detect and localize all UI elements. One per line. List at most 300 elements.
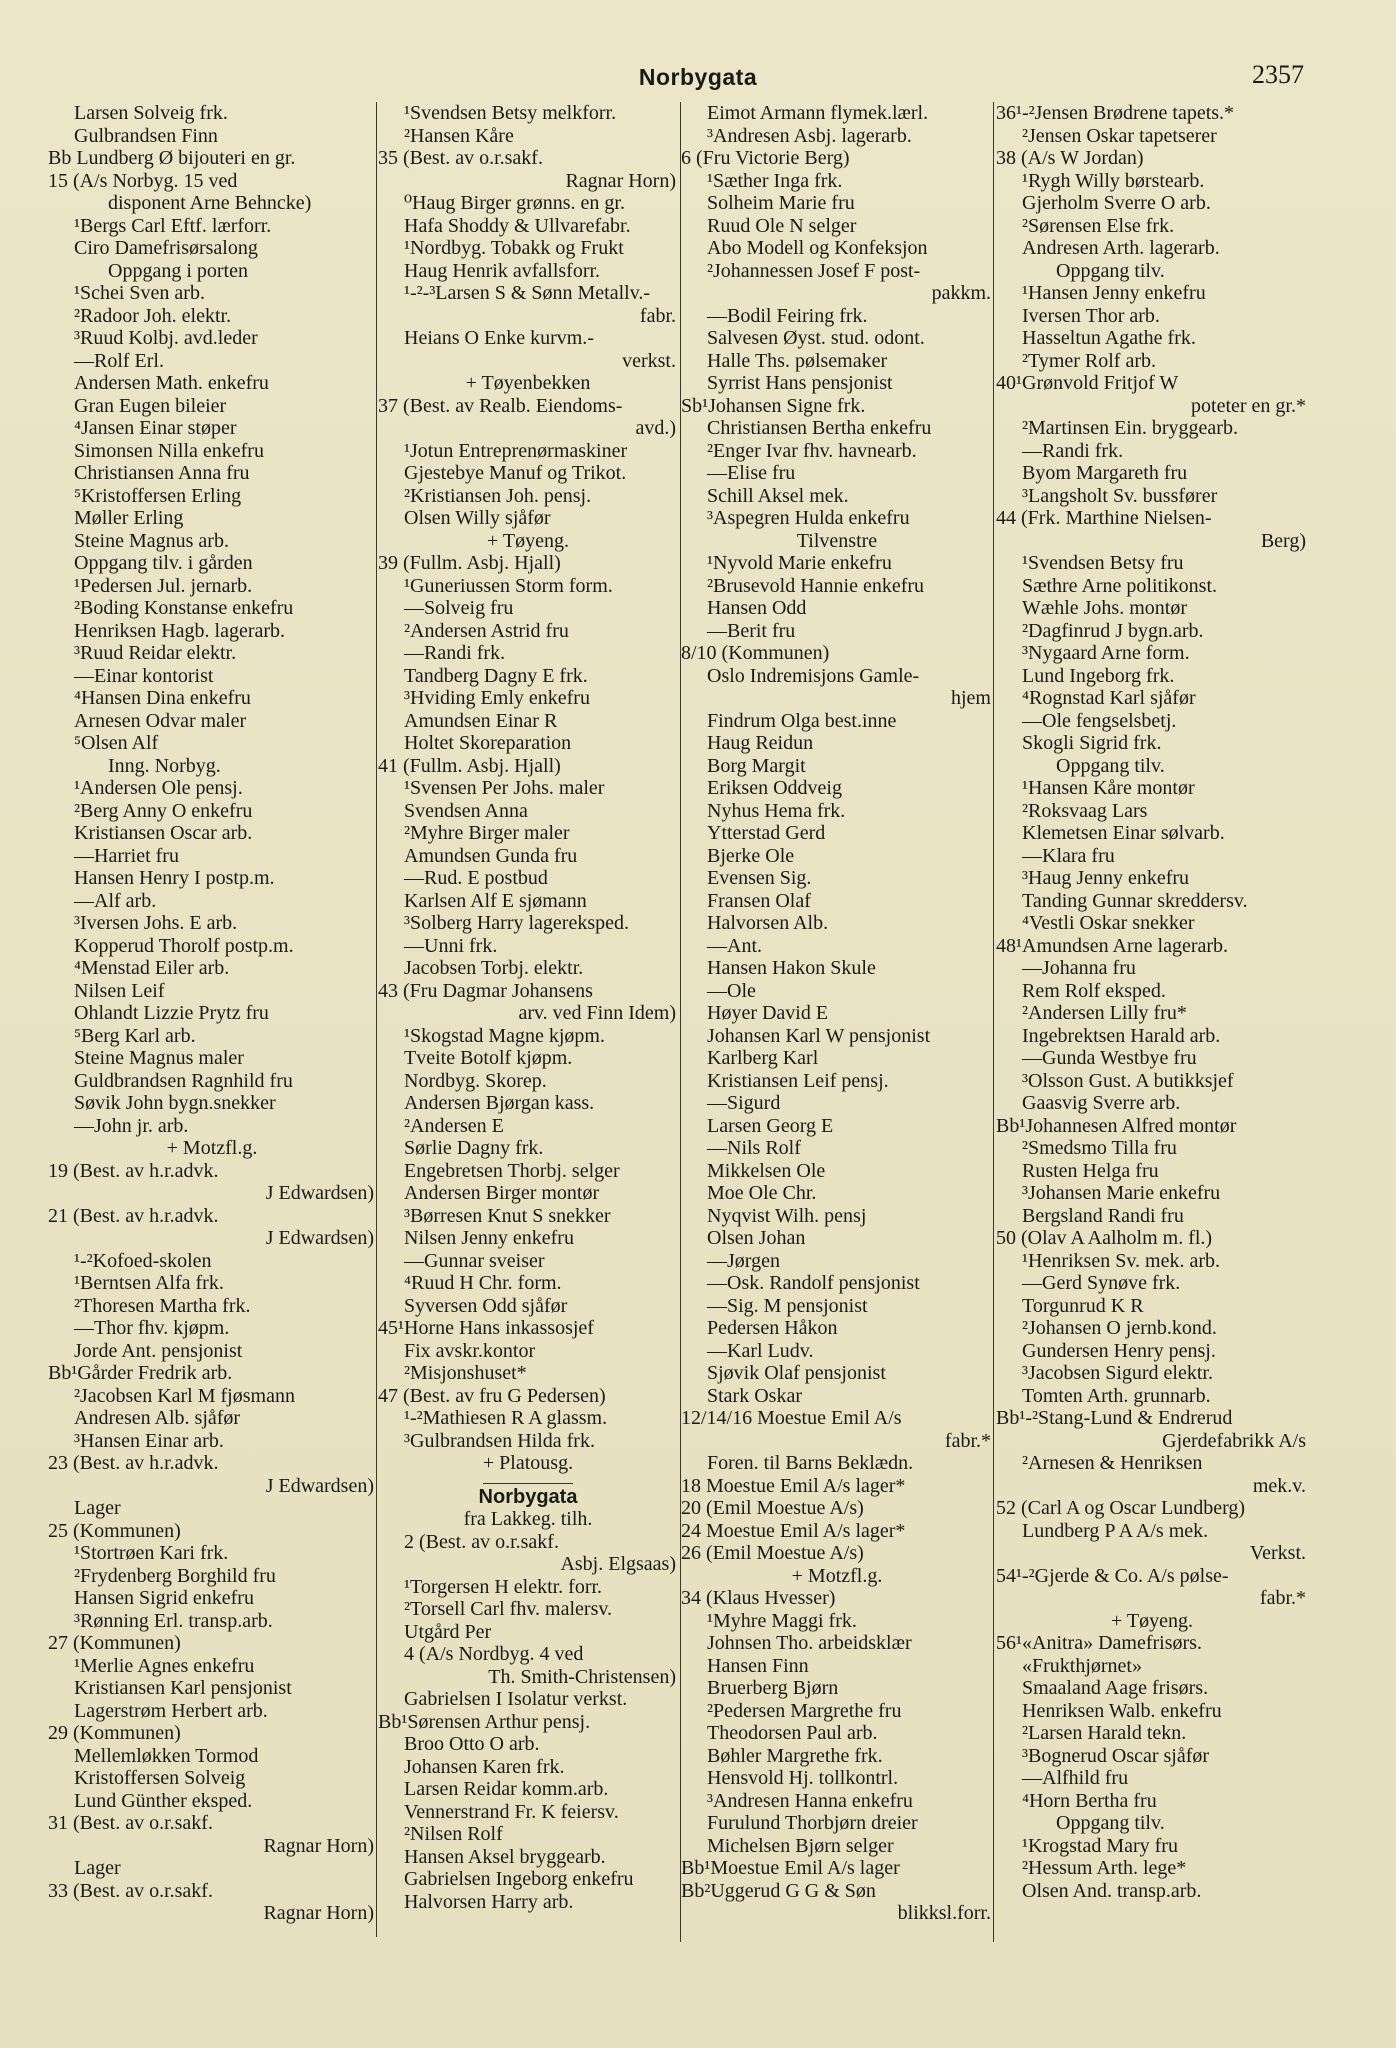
directory-entry: ⁵Kristoffersen Erling: [74, 484, 242, 507]
directory-entry: Bb¹Gårder Fredrik arb.: [48, 1362, 233, 1384]
directory-entry: Tanding Gunnar skreddersv.: [1022, 889, 1248, 912]
directory-entry: ³Langsholt Sv. bussfører: [1022, 484, 1218, 507]
directory-entry: Syversen Odd sjåfør: [404, 1294, 568, 1317]
directory-entry: 21 (Best. av h.r.advk.: [48, 1204, 219, 1227]
directory-entry: Ragnar Horn): [565, 169, 676, 192]
directory-entry: Stark Oskar: [707, 1384, 802, 1407]
directory-entry: ³Jacobsen Sigurd elektr.: [1022, 1362, 1213, 1384]
directory-columns: [48, 102, 1308, 1942]
directory-entry: Tomten Arth. grunnarb.: [1022, 1384, 1211, 1407]
directory-entry: Furulund Thorbjørn dreier: [707, 1812, 918, 1834]
directory-entry: Rusten Helga fru: [1022, 1159, 1159, 1182]
directory-entry: Sb¹Johansen Signe frk.: [681, 394, 866, 417]
directory-entry: 39 (Fullm. Asbj. Hjall): [378, 552, 561, 574]
directory-entry: «Frukthjørnet»: [1022, 1654, 1142, 1677]
directory-entry: ³Andresen Hanna enkefru: [707, 1789, 913, 1812]
directory-entry: ¹Krogstad Mary fru: [1022, 1834, 1178, 1857]
directory-entry: ²Tymer Rolf arb.: [1022, 349, 1157, 372]
directory-entry: ²Larsen Harald tekn.: [1022, 1722, 1187, 1744]
directory-entry: 54¹-²Gjerde & Co. A/s pølse-: [996, 1564, 1229, 1587]
directory-entry: Verkst.: [1249, 1542, 1306, 1564]
directory-entry: Eriksen Oddveig: [707, 777, 842, 799]
directory-entry: —Sigurd: [707, 1092, 781, 1114]
directory-entry: —Solveig fru: [404, 597, 514, 619]
directory-entry: Bb²Uggerud G G & Søn: [681, 1879, 876, 1902]
directory-entry: Lager: [74, 1857, 121, 1879]
directory-entry: Ciro Damefrisørsalong: [74, 237, 258, 259]
directory-entry: Smaaland Aage frisørs.: [1022, 1677, 1209, 1699]
directory-entry: ²Martinsen Ein. bryggearb.: [1022, 417, 1238, 439]
directory-entry: Arnesen Odvar maler: [74, 709, 247, 732]
directory-entry: 41 (Fullm. Asbj. Hjall): [378, 754, 561, 777]
directory-entry: ⁵Berg Karl arb.: [74, 1024, 196, 1047]
directory-entry: ²Thoresen Martha frk.: [74, 1294, 251, 1317]
directory-entry: ¹Skogstad Magne kjøpm.: [404, 1024, 605, 1047]
directory-entry: —Ole fengselsbetj.: [1022, 709, 1177, 732]
street-title: Norbygata: [638, 64, 758, 90]
directory-entry: Michelsen Bjørn selger: [707, 1834, 894, 1857]
directory-entry: Bøhler Margrethe frk.: [707, 1744, 883, 1767]
directory-entry: ²Radoor Joh. elektr.: [74, 304, 232, 327]
directory-entry: ¹Pedersen Jul. jernarb.: [74, 574, 253, 597]
directory-entry: Steine Magnus maler: [74, 1047, 244, 1069]
directory-entry: Gabrielsen Ingeborg enkefru: [404, 1868, 634, 1890]
directory-entry: Klemetsen Einar sølvarb.: [1022, 822, 1225, 844]
directory-entry: —Rolf Erl.: [74, 349, 164, 372]
directory-entry: Heians O Enke kurvm.-: [404, 327, 594, 349]
directory-entry: ¹Torgersen H elektr. forr.: [404, 1575, 603, 1598]
directory-entry: ⁴Ruud H Chr. form.: [404, 1272, 562, 1294]
directory-entry: Hansen Finn: [707, 1654, 809, 1677]
directory-entry: ²Roksvaag Lars: [1022, 799, 1148, 822]
directory-entry: Christiansen Bertha enkefru: [707, 417, 932, 439]
directory-entry: Gjerdefabrikk A/s: [1162, 1429, 1306, 1452]
directory-entry: Kristiansen Karl pensjonist: [74, 1677, 292, 1699]
directory-entry: Evensen Sig.: [707, 867, 812, 889]
directory-entry: 19 (Best. av h.r.advk.: [48, 1159, 219, 1182]
directory-entry: Oppgang tilv.: [1056, 754, 1165, 777]
directory-entry: Kopperud Thorolf postp.m.: [74, 934, 294, 957]
directory-entry: —Randi frk.: [1022, 439, 1124, 462]
directory-entry: Olsen Johan: [707, 1227, 806, 1249]
directory-entry: Johansen Karl W pensjonist: [707, 1024, 931, 1047]
directory-entry: 43 (Fru Dagmar Johansens: [378, 979, 593, 1002]
directory-entry: 37 (Best. av Realb. Eiendoms-: [378, 394, 623, 417]
directory-entry: Solheim Marie fru: [707, 192, 855, 214]
directory-entry: ³Bognerud Oscar sjåfør: [1022, 1744, 1210, 1767]
directory-entry: Tveite Botolf kjøpm.: [404, 1047, 573, 1069]
directory-entry: Hensvold Hj. tollkontrl.: [707, 1767, 899, 1789]
directory-entry: ¹Svendsen Betsy fru: [1022, 552, 1184, 574]
directory-entry: ²Andersen Lilly fru*: [1022, 1002, 1187, 1024]
directory-entry: ¹Rygh Willy børstearb.: [1022, 169, 1205, 192]
directory-entry: ¹Andersen Ole pensj.: [74, 777, 243, 799]
directory-entry: ³Børresen Knut S snekker: [404, 1204, 611, 1227]
directory-entry: Hasseltun Agathe frk.: [1022, 327, 1196, 349]
directory-entry: fabr.*: [1259, 1587, 1306, 1609]
directory-entry: Oppgang tilv. i gården: [74, 552, 253, 574]
directory-entry: Høyer David E: [707, 1002, 829, 1024]
directory-entry: ⁴Hansen Dina enkefru: [74, 687, 251, 709]
directory-entry: ⁴Vestli Oskar snekker: [1022, 912, 1195, 934]
directory-entry: Theodorsen Paul arb.: [707, 1722, 878, 1744]
directory-entry: —Elise fru: [707, 462, 796, 484]
directory-entry: ⁴Menstad Eiler arb.: [74, 957, 230, 979]
directory-entry: verkst.: [622, 349, 676, 372]
directory-entry: 27 (Kommunen): [48, 1632, 181, 1654]
directory-entry: fra Lakkeg. tilh.: [463, 1508, 593, 1530]
directory-entry: Utgård Per: [404, 1620, 492, 1643]
directory-entry: Halle Ths. pølsemaker: [707, 349, 888, 372]
directory-entry: ³Aspegren Hulda enkefru: [707, 507, 910, 529]
directory-entry: 8/10 (Kommunen): [681, 642, 830, 664]
directory-entry: —Gunda Westbye fru: [1022, 1047, 1197, 1069]
directory-entry: ²Dagfinrud J bygn.arb.: [1022, 619, 1204, 642]
directory-entry: Lundberg P A A/s mek.: [1022, 1519, 1209, 1542]
directory-entry: Nyhus Hema frk.: [707, 799, 846, 822]
directory-entry: ²Nilsen Rolf: [404, 1823, 503, 1845]
directory-entry: Bjerke Ole: [707, 844, 795, 867]
page-number: 2357: [1252, 60, 1304, 89]
directory-entry: Broo Otto O arb.: [404, 1733, 540, 1755]
directory-entry: Karlsen Alf E sjømann: [404, 889, 587, 912]
directory-entry: 20 (Emil Moestue A/s): [681, 1497, 864, 1519]
directory-entry: 34 (Klaus Hvesser): [681, 1587, 836, 1609]
directory-entry: ²Andersen E: [404, 1114, 504, 1137]
directory-entry: Gaasvig Sverre arb.: [1022, 1092, 1181, 1114]
directory-entry: ¹Bergs Carl Eftf. lærforr.: [74, 214, 272, 237]
page-header: [0, 60, 1396, 104]
directory-entry: —Rud. E postbud: [404, 867, 548, 889]
directory-entry: Mellemløkken Tormod: [74, 1744, 259, 1767]
directory-entry: —Einar kontorist: [74, 664, 214, 687]
directory-entry: ²Andersen Astrid fru: [404, 619, 569, 642]
directory-entry: ³Hansen Einar arb.: [74, 1429, 224, 1452]
directory-entry: ¹Sæther Inga frk.: [707, 169, 843, 192]
directory-entry: ²Johannessen Josef F post-: [707, 259, 921, 282]
directory-entry: J Edwardsen): [265, 1182, 374, 1204]
directory-entry: ³Olsson Gust. A butikksjef: [1022, 1069, 1234, 1092]
directory-entry: ³Hviding Emly enkefru: [404, 687, 590, 709]
directory-entry: ¹Nyvold Marie enkefru: [707, 552, 892, 574]
directory-entry: Kristiansen Oscar arb.: [74, 822, 253, 844]
directory-entry: Rem Rolf eksped.: [1022, 979, 1166, 1002]
directory-entry: 15 (A/s Norbyg. 15 ved: [48, 169, 238, 192]
directory-entry: 31 (Best. av o.r.sakf.: [48, 1812, 213, 1834]
directory-entry: ²Misjonshuset*: [404, 1362, 527, 1384]
directory-entry: ²Berg Anny O enkefru: [74, 799, 253, 822]
directory-entry: Amundsen Gunda fru: [404, 844, 578, 867]
directory-entry: Hafa Shoddy & Ullvarefabr.: [404, 214, 631, 237]
directory-entry: ³Johansen Marie enkefru: [1022, 1182, 1221, 1204]
directory-entry: Gjestebye Manuf og Trikot.: [404, 462, 627, 484]
directory-entry: Inng. Norbyg.: [108, 754, 221, 777]
directory-entry: hjem: [951, 687, 991, 709]
directory-entry: Ragnar Horn): [263, 1902, 374, 1924]
directory-entry: Sæthre Arne politikonst.: [1022, 574, 1217, 597]
directory-entry: ¹Henriksen Sv. mek. arb.: [1022, 1249, 1220, 1272]
directory-entry: —Randi frk.: [404, 642, 506, 664]
directory-entry: Oppgang i porten: [108, 259, 248, 282]
directory-entry: Iversen Thor arb.: [1022, 304, 1160, 327]
directory-entry: fabr.*: [944, 1429, 991, 1452]
directory-entry: ²Kristiansen Joh. pensj.: [404, 484, 592, 507]
directory-entry: —Jørgen: [707, 1249, 780, 1272]
directory-entry: —Klara fru: [1022, 844, 1115, 867]
directory-entry: Hansen Sigrid enkefru: [74, 1587, 254, 1609]
directory-entry: ³Rønning Erl. transp.arb.: [74, 1609, 273, 1632]
directory-entry: Lund Ingeborg frk.: [1022, 664, 1175, 687]
directory-entry: Tilvenstre: [796, 529, 878, 552]
directory-entry: Henriksen Walb. enkefru: [1022, 1699, 1222, 1722]
directory-entry: Vennerstrand Fr. K feiersv.: [404, 1800, 619, 1823]
directory-entry: Halvorsen Harry arb.: [404, 1890, 574, 1913]
directory-entry: Abo Modell og Konfeksjon: [707, 237, 928, 259]
directory-entry: Sørlie Dagny frk.: [404, 1137, 544, 1159]
directory-entry: Sjøvik Olaf pensjonist: [707, 1362, 886, 1384]
directory-entry: Møller Erling: [74, 507, 184, 529]
directory-entry: 29 (Kommunen): [48, 1722, 181, 1744]
directory-entry: Larsen Reidar komm.arb.: [404, 1778, 609, 1800]
directory-entry: ²Jensen Oskar tapetserer: [1022, 124, 1217, 147]
directory-entry: Borg Margit: [707, 754, 806, 777]
directory-entry: Syrrist Hans pensjonist: [707, 372, 893, 394]
directory-entry: ²Arnesen & Henriksen: [1022, 1452, 1203, 1474]
directory-entry: Oslo Indremisjons Gamle-: [707, 664, 920, 687]
directory-entry: Berg): [1260, 529, 1306, 552]
directory-entry: Karlberg Karl: [707, 1047, 819, 1069]
directory-entry: avd.): [635, 417, 676, 439]
directory-entry: 45¹Horne Hans inkassosjef: [378, 1317, 594, 1339]
directory-entry: Bb¹Sørensen Arthur pensj.: [378, 1710, 591, 1733]
directory-entry: Oppgang tilv.: [1056, 259, 1165, 282]
directory-entry: ³Ruud Kolbj. avd.leder: [74, 327, 258, 349]
directory-entry: Jorde Ant. pensjonist: [74, 1339, 243, 1362]
directory-entry: Byom Margareth fru: [1022, 462, 1188, 484]
directory-entry: Simonsen Nilla enkefru: [74, 439, 264, 462]
directory-entry: ¹Hansen Jenny enkefru: [1022, 282, 1206, 304]
directory-entry: 33 (Best. av o.r.sakf.: [48, 1879, 213, 1902]
directory-entry: mek.v.: [1252, 1474, 1306, 1497]
directory-entry: Holtet Skoreparation: [404, 732, 572, 754]
directory-entry: Tandberg Dagny E frk.: [404, 664, 588, 687]
directory-entry: Larsen Georg E: [707, 1114, 834, 1137]
directory-entry: 36¹-²Jensen Brødrene tapets.*: [996, 102, 1235, 124]
directory-entry: ²Hessum Arth. lege*: [1022, 1857, 1187, 1879]
directory-entry: ²Smedsmo Tilla fru: [1022, 1137, 1177, 1159]
directory-entry: —Osk. Randolf pensjonist: [707, 1272, 920, 1294]
directory-entry: 25 (Kommunen): [48, 1519, 181, 1542]
directory-entry: Th. Smith-Christensen): [488, 1665, 676, 1688]
directory-entry: ¹-²Kofoed-skolen: [74, 1249, 212, 1272]
directory-entry: Pedersen Håkon: [707, 1317, 838, 1339]
directory-entry: Johnsen Tho. arbeidsklær: [707, 1632, 912, 1654]
directory-entry: 52 (Carl A og Oscar Lundberg): [996, 1497, 1246, 1519]
column-1: [48, 102, 376, 1942]
directory-entry: 44 (Frk. Marthine Nielsen-: [996, 507, 1212, 529]
directory-entry: ²Boding Konstanse enkefru: [74, 597, 294, 619]
directory-entry: —Harriet fru: [74, 844, 179, 867]
directory-entry: Bruerberg Bjørn: [707, 1677, 839, 1699]
directory-entry: Olsen Willy sjåfør: [404, 507, 551, 529]
directory-entry: ³Iversen Johs. E arb.: [74, 912, 238, 934]
directory-entry: ³Andresen Asbj. lagerarb.: [707, 124, 912, 147]
directory-entry: 18 Moestue Emil A/s lager*: [681, 1474, 906, 1497]
directory-entry: Eimot Armann flymek.lærl.: [707, 102, 929, 124]
directory-entry: Steine Magnus arb.: [74, 529, 229, 552]
directory-entry: Andresen Alb. sjåfør: [74, 1407, 241, 1429]
directory-entry: —Gerd Synøve frk.: [1022, 1272, 1181, 1294]
section-divider: [483, 1483, 573, 1484]
directory-entry: 4 (A/s Nordbyg. 4 ved: [404, 1643, 584, 1665]
directory-entry: 26 (Emil Moestue A/s): [681, 1542, 864, 1564]
directory-entry: Jacobsen Torbj. elektr.: [404, 957, 584, 979]
directory-entry: ¹-²-³Larsen S & Sønn Metallv.-: [404, 282, 651, 304]
directory-entry: J Edwardsen): [265, 1474, 374, 1497]
directory-entry: ¹Berntsen Alfa frk.: [74, 1272, 224, 1294]
directory-entry: ¹Nordbyg. Tobakk og Frukt: [404, 237, 624, 259]
directory-entry: —Gunnar sveiser: [404, 1249, 545, 1272]
directory-entry: Fix avskr.kontor: [404, 1339, 536, 1362]
directory-entry: Christiansen Anna fru: [74, 462, 250, 484]
directory-entry: Lund Günther eksped.: [74, 1789, 253, 1812]
directory-entry: Ytterstad Gerd: [707, 822, 826, 844]
directory-entry: Haug Reidun: [707, 732, 814, 754]
directory-entry: Guldbrandsen Ragnhild fru: [74, 1069, 293, 1092]
directory-entry: poteter en gr.*: [1191, 394, 1306, 417]
directory-entry: 50 (Olav A Aalholm m. fl.): [996, 1227, 1213, 1249]
directory-entry: ¹Svensen Per Johs. maler: [404, 777, 605, 799]
directory-entry: ¹Myhre Maggi frk.: [707, 1609, 857, 1632]
directory-entry: Henriksen Hagb. lagerarb.: [74, 619, 286, 642]
directory-entry: 38 (A/s W Jordan): [996, 147, 1144, 169]
directory-entry: Bb¹Johannesen Alfred montør: [996, 1114, 1237, 1137]
directory-entry: —Ant.: [707, 934, 762, 957]
directory-entry: Salvesen Øyst. stud. odont.: [707, 327, 925, 349]
directory-entry: Ohlandt Lizzie Prytz fru: [74, 1002, 269, 1024]
directory-entry: ²Torsell Carl fhv. malersv.: [404, 1598, 613, 1620]
directory-entry: Lagerstrøm Herbert arb.: [74, 1699, 268, 1722]
directory-entry: 6 (Fru Victorie Berg): [681, 147, 850, 169]
directory-entry: Kristoffersen Solveig: [74, 1767, 246, 1789]
directory-entry: 40¹Grønvold Fritjof W: [996, 372, 1179, 394]
directory-entry: Moe Ole Chr.: [707, 1182, 817, 1204]
directory-entry: —Bodil Feiring frk.: [707, 304, 868, 327]
directory-entry: Nilsen Jenny enkefru: [404, 1227, 574, 1249]
directory-entry: Findrum Olga best.inne: [707, 709, 897, 732]
directory-entry: pakkm.: [931, 282, 991, 304]
directory-entry: ²Johansen O jernb.kond.: [1022, 1317, 1217, 1339]
directory-entry: —Karl Ludv.: [707, 1339, 814, 1362]
directory-entry: fabr.: [639, 304, 676, 327]
directory-entry: Halvorsen Alb.: [707, 912, 829, 934]
directory-entry: Mikkelsen Ole: [707, 1159, 826, 1182]
directory-entry: Lager: [74, 1497, 121, 1519]
directory-entry: 35 (Best. av o.r.sakf.: [378, 147, 543, 169]
directory-entry: —Unni frk.: [404, 934, 498, 957]
directory-entry: ³Nygaard Arne form.: [1022, 642, 1190, 664]
directory-entry: ¹Merlie Agnes enkefru: [74, 1654, 255, 1677]
directory-entry: 56¹«Anitra» Damefrisørs.: [996, 1632, 1202, 1654]
directory-entry: Larsen Solveig frk.: [74, 102, 228, 124]
section-heading: Norbygata: [478, 1485, 578, 1508]
directory-entry: Johansen Karen frk.: [404, 1755, 565, 1778]
directory-entry: Hansen Aksel bryggearb.: [404, 1845, 606, 1868]
directory-entry: Gulbrandsen Finn: [74, 124, 218, 147]
directory-entry: Svendsen Anna: [404, 799, 528, 822]
directory-entry: Nordbyg. Skorep.: [404, 1069, 547, 1092]
directory-entry: Nilsen Leif: [74, 979, 165, 1002]
directory-entry: ²Jacobsen Karl M fjøsmann: [74, 1384, 295, 1407]
directory-entry: + Motzfl.g.: [791, 1564, 883, 1587]
directory-entry: ²Frydenberg Borghild fru: [74, 1564, 276, 1587]
directory-entry: Hansen Hakon Skule: [707, 957, 876, 979]
directory-entry: ³Haug Jenny enkefru: [1022, 867, 1190, 889]
directory-entry: ⁴Rognstad Karl sjåfør: [1022, 687, 1196, 709]
directory-entry: + Tøyenbekken: [465, 372, 591, 394]
directory-entry: Wæhle Johs. montør: [1022, 597, 1187, 619]
directory-entry: Andersen Birger montør: [404, 1182, 600, 1204]
directory-entry: Andersen Math. enkefru: [74, 372, 269, 394]
directory-entry: —Sig. M pensjonist: [707, 1294, 868, 1317]
directory-entry: Nyqvist Wilh. pensj: [707, 1204, 867, 1227]
directory-entry: ²Sørensen Else frk.: [1022, 214, 1175, 237]
directory-entry: —Nils Rolf: [707, 1137, 801, 1159]
directory-entry: Andresen Arth. lagerarb.: [1022, 237, 1220, 259]
directory-entry: ³Ruud Reidar elektr.: [74, 642, 237, 664]
directory-entry: ³Solberg Harry lagereksped.: [404, 912, 629, 934]
directory-entry: Gran Eugen bileier: [74, 394, 227, 417]
directory-entry: Gabrielsen I Isolatur verkst.: [404, 1688, 628, 1710]
directory-entry: Torgunrud K R: [1022, 1294, 1144, 1317]
directory-entry: ²Brusevold Hannie enkefru: [707, 574, 925, 597]
directory-entry: ⁴Horn Bertha fru: [1022, 1789, 1157, 1812]
directory-entry: Asbj. Elgsaas): [560, 1553, 676, 1575]
directory-entry: + Platousg.: [482, 1452, 574, 1474]
directory-entry: ²Myhre Birger maler: [404, 822, 570, 844]
directory-entry: 23 (Best. av h.r.advk.: [48, 1452, 219, 1474]
directory-entry: Olsen And. transp.arb.: [1022, 1879, 1202, 1902]
directory-entry: 12/14/16 Moestue Emil A/s: [681, 1407, 902, 1429]
directory-entry: Schill Aksel mek.: [707, 484, 849, 507]
directory-entry: Hansen Odd: [707, 597, 807, 619]
directory-entry: ¹Stortrøen Kari frk.: [74, 1542, 229, 1564]
directory-entry: —Ole: [707, 979, 756, 1002]
directory-entry: 24 Moestue Emil A/s lager*: [681, 1519, 906, 1542]
directory-entry: —John jr. arb.: [74, 1114, 189, 1137]
directory-entry: Ingebrektsen Harald arb.: [1022, 1024, 1221, 1047]
directory-entry: —Alfhild fru: [1022, 1767, 1129, 1789]
directory-entry: Engebretsen Thorbj. selger: [404, 1159, 620, 1182]
directory-entry: 48¹Amundsen Arne lagerarb.: [996, 934, 1229, 957]
directory-entry: ¹Guneriussen Storm form.: [404, 574, 613, 597]
directory-entry: Hansen Henry I postp.m.: [74, 867, 275, 889]
directory-entry: blikksl.forr.: [897, 1902, 991, 1924]
column-3: [681, 102, 993, 1942]
directory-entry: ⁵Olsen Alf: [74, 732, 159, 754]
directory-entry: Ruud Ole N selger: [707, 214, 857, 237]
directory-entry: Gundersen Henry pensj.: [1022, 1339, 1216, 1362]
directory-entry: arv. ved Finn Idem): [518, 1002, 676, 1024]
directory-entry: ³Gulbrandsen Hilda frk.: [404, 1429, 595, 1452]
directory-entry: Bb¹Moestue Emil A/s lager: [681, 1857, 900, 1879]
directory-entry: + Tøyeng.: [1110, 1609, 1193, 1632]
directory-entry: ²Pedersen Margrethe fru: [707, 1699, 902, 1722]
directory-entry: 47 (Best. av fru G Pedersen): [378, 1384, 606, 1407]
directory-entry: Bergsland Randi fru: [1022, 1204, 1184, 1227]
directory-entry: Bb¹-²Stang-Lund & Endrerud: [996, 1407, 1233, 1429]
column-4: [996, 102, 1308, 1942]
